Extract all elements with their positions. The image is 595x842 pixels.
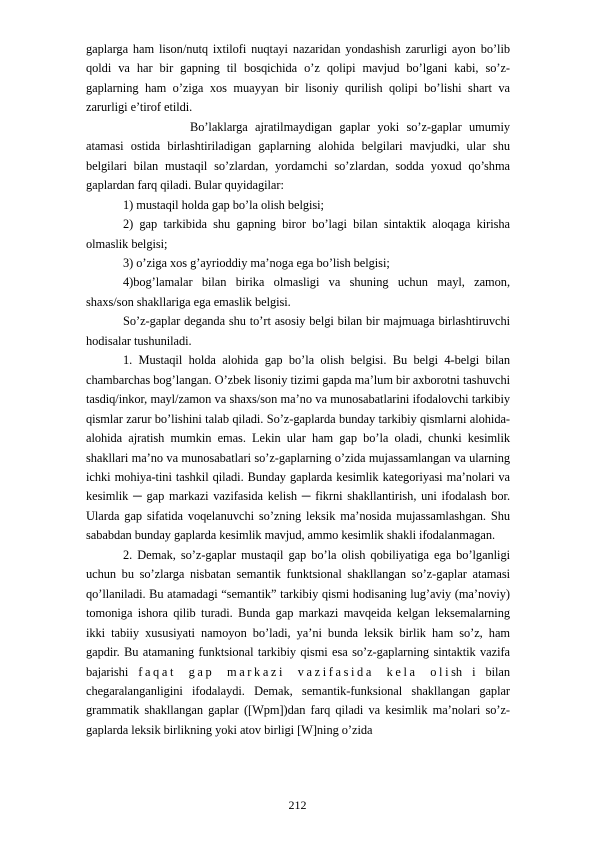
body-text — [86, 40, 510, 740]
paragraph-point-2 — [86, 546, 510, 741]
page-number: 212 — [288, 798, 307, 812]
list-item-4: 4)bog’lamalar bilan birika olmasligi va shuning uchun mayl, zamon, shaxs/son shakllariga ega emaslik belgisi. — [86, 275, 510, 309]
paragraph-point-1: 1. Mustaqil holda alohida gap bo’la olish belgisi. Bu belgi 4-belgi bilan chambarchas bog’langan. O’zbek lisoniy tizimi gapda ma’lum bir axborotni tashuvchi tasdiq/inkor, mayl/zamon va shaxs/son ma’no va munosabatlarini ifodalovchi tarkibiy qismlar zarur bo’lishini talab qiladi. So’z-gaplarda bunday tarkibiy qismlarni alohida-alohida ajratish mumkin emas. Lekin ular ham gap bo’la oladi, chunki kesimlik shakllari ma’no va munosabatlari so’z-gaplarning o’zida mujassamlangan va ularning ichki mohiya-tini tashkil qiladi. Bunday gaplarda kesimlik kategoriyasi ma’nolari va kesimlik ─ gap markazi vazifasida kelish ─ fikrni shakllantirish, uni ifodalash bor. Ularda gap sifatida voqelanuvchi so’zning leksik ma’nosida mujassamlashgan. Shu sababdan bunday gaplarda kesimlik mavjud, ammo kesimlik shakli ifodalanmagan. — [86, 353, 510, 543]
paragraph-summary: So’z-gaplar deganda shu to’rt asosiy belgi bilan bir majmuaga birlashtiruvchi hodisalar tushuniladi. — [86, 314, 510, 348]
list-item-1: 1) mustaqil holda gap bo’la olish belgisi; — [123, 197, 324, 212]
paragraph-point-2-continuation: sh i bilan chegaralanganligini ifodalaydi. Demak, semantik-funksional shakllangan gaplar grammatik shakllangan gaplar ([Wpm])dan farq qiladi va kesimlik ma’nolari so’z-gaplarda leksik birlikning yoki atov birligi [W]ning o’zida — [86, 664, 510, 737]
paragraph-point-2-text: 2. Demak, so’z-gaplar mustaqil gap bo’la olish qobiliyatiga ega bo’lganligi uchun bu so’zlarga nisbatan semantik funktsional shakllangan so’z-gaplar atamasi qo’llaniladi. Bu atamadagi “semantik” tarkibiy qismi hodisaning lug’aviy (ma’noviy) tomoniga ishora qilib turadi. Bunda gap markazi mavqeida kelgan leksemalarning ikki tabiiy xususiyati namoyon bo’ladi, ya’ni bunda leksik birlik ham so’z, ham gapdir. Bu atamaning funktsional tarkibiy qismi esa so’z-gaplarning sintaktik vazifa bajarishi — [86, 547, 510, 679]
paragraph-features: Bo’laklarga ajratilmaydigan gaplar yoki so’z-gaplar umumiy atamasi ostida birlashtiriladigan gaplarning alohida belgilari mavjudki, ular shu belgilari bilan mustaqil so’zlardan, yordamchi so’zlardan, sodda yoxud qo’shma gaplardan farq qiladi. Bular quyidagilar: — [86, 119, 510, 193]
list-item-3: 3) o’ziga xos g’ayrioddiy ma’noga ega bo’lish belgisi; — [123, 255, 390, 270]
list-item-2: 2) gap tarkibida shu gapning biror bo’lagi bilan sintaktik aloqaga kirisha olmaslik belgisi; — [86, 217, 510, 251]
spaced-emphasis: faqat gap markazi vazifasida kela oli — [138, 664, 452, 679]
paragraph-intro: gaplarga ham lison/nutq ixtilofi nuqtayi nazaridan yondashish zarurligi ayon bo’lib qoldi va har bir gapning til bosqichida o’z qolipi mavjud bo’lgani kabi, so’z-gaplarning ham o’ziga xos muayyan bir lisoniy qurilish qolipi bo’lishi shart va zarurligi e’tirof etildi. — [86, 42, 510, 115]
